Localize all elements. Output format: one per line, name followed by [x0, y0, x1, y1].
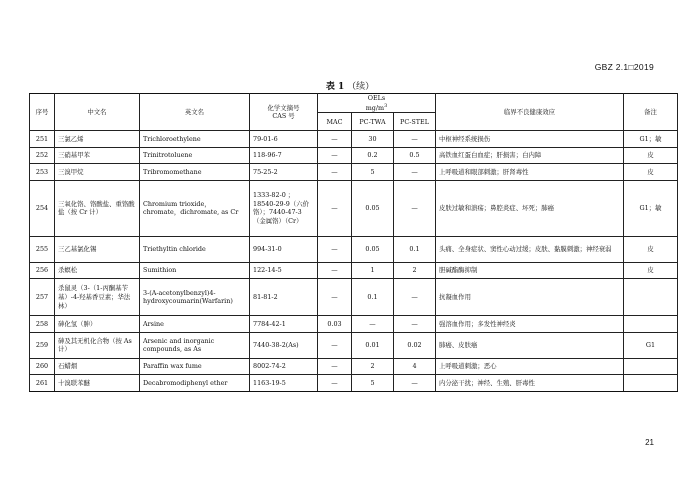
- cell-pc-twa: 1: [352, 262, 394, 279]
- oels-unit-base: mg/m: [365, 103, 385, 112]
- cell-en-name: Chromium trioxide，chromate，dichromate, as Cr: [140, 180, 250, 236]
- cell-en-name: Paraffin wax fume: [140, 358, 250, 375]
- cell-en-name: Decabromodiphenyl ether: [140, 375, 250, 392]
- cell-effect: 皮肤过敏和溃疡；鼻腔炎症、坏死；肺癌: [436, 180, 624, 236]
- cell-effect: 中枢神经系统损伤: [436, 131, 624, 148]
- cell-pc-stel: —: [394, 164, 436, 181]
- cell-mac: —: [318, 262, 352, 279]
- cell-effect: 上呼吸道和眼部刺激；肝肾毒性: [436, 164, 624, 181]
- cell-mac: —: [318, 358, 352, 375]
- col-header-cas: [250, 94, 318, 131]
- cell-mac: 0.03: [318, 316, 352, 333]
- cell-note: 皮: [624, 164, 678, 181]
- cell-pc-stel: —: [394, 180, 436, 236]
- cell-en-name: Tribromomethane: [140, 164, 250, 181]
- cell-pc-stel: —: [394, 375, 436, 392]
- cell-cas: 118-96-7: [250, 147, 318, 164]
- cell-mac: —: [318, 332, 352, 358]
- cell-cn-name: 砷化氢（胂）: [55, 316, 140, 333]
- cell-effect: 内分泌干扰；神经、生殖、肝毒性: [436, 375, 624, 392]
- table-row: [30, 147, 678, 164]
- cell-cas: 7784-42-1: [250, 316, 318, 333]
- page-number: 21: [645, 438, 654, 447]
- cell-pc-twa: —: [352, 316, 394, 333]
- col-header-pc-twa: PC-TWA: [352, 113, 394, 131]
- table-title-label: 表 1: [325, 82, 345, 92]
- table-row: [30, 375, 678, 392]
- col-header-pc-stel: PC-STEL: [394, 113, 436, 131]
- table-row: [30, 131, 678, 148]
- cell-cas: 7440-38-2(As): [250, 332, 318, 358]
- cell-no: 260: [30, 358, 55, 375]
- cell-note: [624, 358, 678, 375]
- cell-mac: —: [318, 164, 352, 181]
- table-row: [30, 279, 678, 316]
- cell-cn-name: 石蜡烟: [55, 358, 140, 375]
- cell-effect: 上呼吸道刺激；恶心: [436, 358, 624, 375]
- cell-mac: —: [318, 375, 352, 392]
- cell-mac: —: [318, 236, 352, 262]
- oels-unit: [321, 103, 432, 113]
- cell-pc-twa: 2: [352, 358, 394, 375]
- cell-cas: 122-14-5: [250, 262, 318, 279]
- table-row: [30, 358, 678, 375]
- cell-mac: —: [318, 131, 352, 148]
- cell-note: G1: [624, 332, 678, 358]
- cell-pc-twa: 5: [352, 375, 394, 392]
- table-title-suffix: （续）: [347, 82, 375, 92]
- oels-unit-exponent: 3: [384, 102, 388, 109]
- cell-en-name: Triethyltin chloride: [140, 236, 250, 262]
- cell-pc-stel: —: [394, 279, 436, 316]
- cell-cn-name: 三溴甲烷: [55, 164, 140, 181]
- cell-note: G1；敏: [624, 180, 678, 236]
- cell-cn-name: 砷及其无机化合物（按 As 计）: [55, 332, 140, 358]
- cell-no: 252: [30, 147, 55, 164]
- cell-pc-twa: 0.01: [352, 332, 394, 358]
- cell-cas: 994-31-0: [250, 236, 318, 262]
- cell-no: 259: [30, 332, 55, 358]
- cell-no: 255: [30, 236, 55, 262]
- cell-cas: 1333-82-0 ；18540-29-9（六价铬）；7440-47-3（金属铬）（Cr）: [250, 180, 318, 236]
- cell-note: G1；敏: [624, 131, 678, 148]
- cell-en-name: Trinitrotoluene: [140, 147, 250, 164]
- col-header-cas-line2: CAS 号: [272, 112, 295, 121]
- cell-pc-stel: 0.1: [394, 236, 436, 262]
- table-row: [30, 164, 678, 181]
- cell-no: 251: [30, 131, 55, 148]
- cell-pc-twa: 0.2: [352, 147, 394, 164]
- cell-cn-name: 十溴联苯醚: [55, 375, 140, 392]
- col-header-no: 序号: [30, 94, 55, 131]
- cell-effect: 头痛、全身症状、窦性心动过缓；皮肤、黏膜刺激；神经衰弱: [436, 236, 624, 262]
- col-header-note: 备注: [624, 94, 678, 131]
- cell-pc-twa: 0.05: [352, 180, 394, 236]
- cell-pc-stel: 4: [394, 358, 436, 375]
- cell-note: [624, 375, 678, 392]
- cell-no: 256: [30, 262, 55, 279]
- cell-effect: 高铁血红蛋白血症；肝损害；白内障: [436, 147, 624, 164]
- cell-no: 254: [30, 180, 55, 236]
- table-row: [30, 262, 678, 279]
- cell-note: [624, 316, 678, 333]
- col-header-en-name: 英文名: [140, 94, 250, 131]
- table-row: [30, 316, 678, 333]
- table-title: [0, 79, 700, 92]
- cell-no: 258: [30, 316, 55, 333]
- table-row: [30, 236, 678, 262]
- col-header-mac: MAC: [318, 113, 352, 131]
- cell-mac: —: [318, 147, 352, 164]
- cell-pc-stel: 0.5: [394, 147, 436, 164]
- cell-cn-name: 杀鼠灵（3-（1-丙酮基苄基）-4-羟基香豆素；华法林）: [55, 279, 140, 316]
- cell-cas: 81-81-2: [250, 279, 318, 316]
- cell-no: 261: [30, 375, 55, 392]
- cell-note: 皮: [624, 262, 678, 279]
- col-header-cn-name: 中文名: [55, 94, 140, 131]
- cell-note: 皮: [624, 147, 678, 164]
- cell-cas: 75-25-2: [250, 164, 318, 181]
- col-header-effect: 临界不良健康效应: [436, 94, 624, 131]
- cell-en-name: Sumithion: [140, 262, 250, 279]
- cell-en-name: Arsine: [140, 316, 250, 333]
- cell-note: [624, 279, 678, 316]
- cell-en-name: 3-(A-acetonylbenzyl)4-hydroxycoumarin(Warfarin): [140, 279, 250, 316]
- cell-note: 皮: [624, 236, 678, 262]
- table-row: [30, 332, 678, 358]
- cell-pc-twa: 30: [352, 131, 394, 148]
- cell-cn-name: 三氧化铬、铬酸盐、重铬酸盐（按 Cr 计）: [55, 180, 140, 236]
- cell-cn-name: 三硝基甲苯: [55, 147, 140, 164]
- col-header-cas-line1: 化学文摘号: [267, 103, 300, 112]
- cell-no: 257: [30, 279, 55, 316]
- oels-label: OELs: [367, 94, 386, 102]
- cell-pc-twa: 0.05: [352, 236, 394, 262]
- oel-table: [29, 93, 678, 392]
- cell-cas: 8002-74-2: [250, 358, 318, 375]
- cell-en-name: Arsenic and inorganic compounds, as As: [140, 332, 250, 358]
- table-body: [30, 131, 678, 392]
- cell-en-name: Trichloroethylene: [140, 131, 250, 148]
- table-row: [30, 180, 678, 236]
- cell-pc-stel: 0.02: [394, 332, 436, 358]
- cell-effect: 胆碱酯酶抑制: [436, 262, 624, 279]
- cell-pc-twa: 0.1: [352, 279, 394, 316]
- cell-pc-twa: 5: [352, 164, 394, 181]
- cell-effect: 强溶血作用；多发性神经炎: [436, 316, 624, 333]
- cell-cn-name: 杀螟松: [55, 262, 140, 279]
- cell-cn-name: 三乙基氯化锡: [55, 236, 140, 262]
- cell-mac: —: [318, 180, 352, 236]
- standard-code: GBZ 2.1□2019: [594, 62, 654, 72]
- col-header-oels: [318, 94, 436, 113]
- cell-pc-stel: 2: [394, 262, 436, 279]
- cell-pc-stel: —: [394, 316, 436, 333]
- cell-effect: 肺癌、皮肤癌: [436, 332, 624, 358]
- cell-mac: —: [318, 279, 352, 316]
- cell-cas: 79-01-6: [250, 131, 318, 148]
- cell-cn-name: 三氯乙烯: [55, 131, 140, 148]
- cell-effect: 抗凝血作用: [436, 279, 624, 316]
- cell-cas: 1163-19-5: [250, 375, 318, 392]
- cell-pc-stel: —: [394, 131, 436, 148]
- cell-no: 253: [30, 164, 55, 181]
